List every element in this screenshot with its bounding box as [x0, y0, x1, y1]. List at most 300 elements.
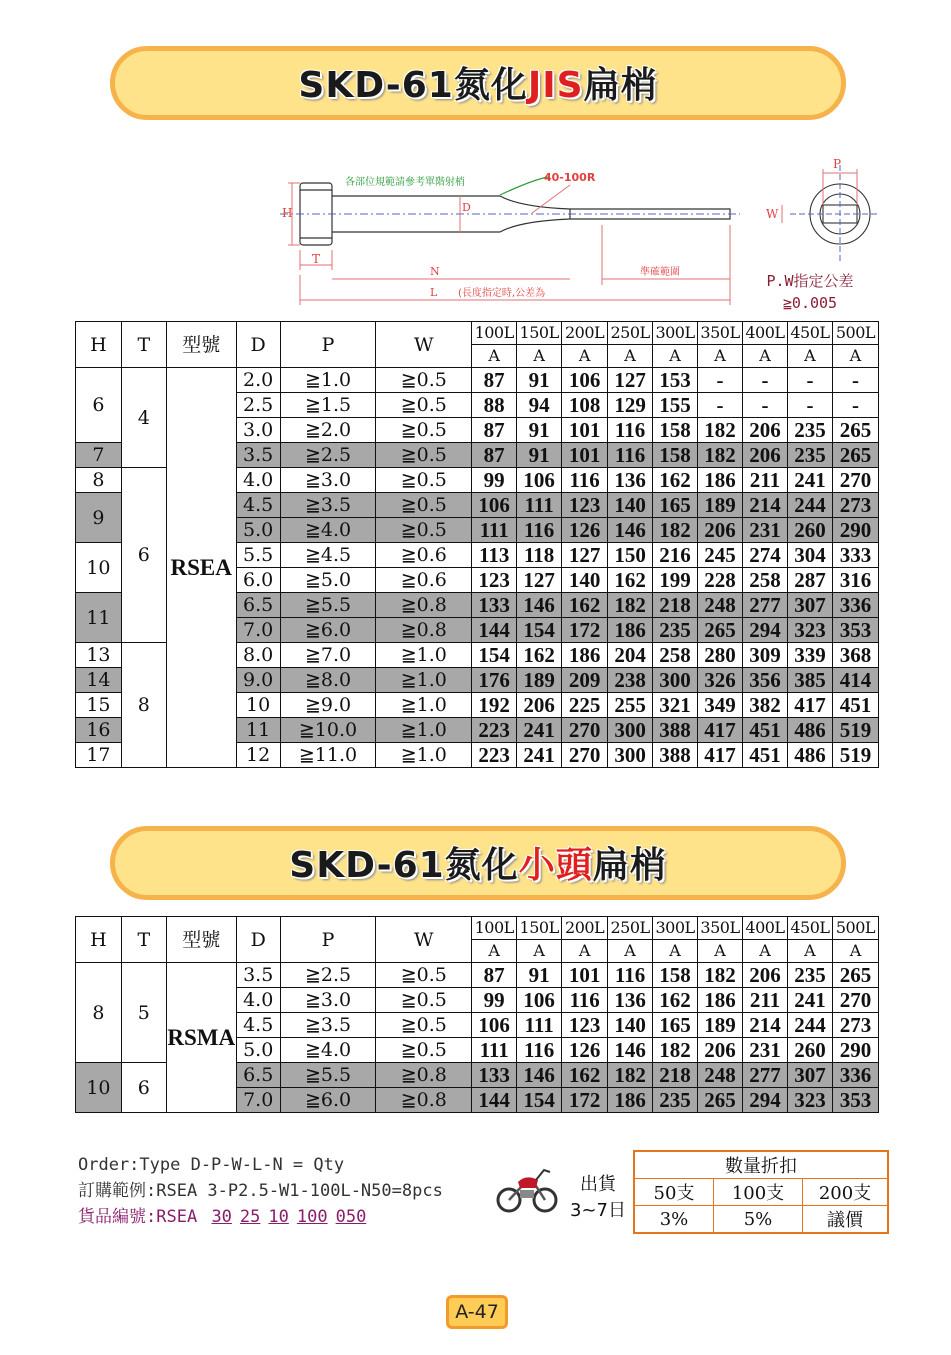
a-value-cell: 300	[608, 718, 653, 743]
a-value-cell: 111	[517, 1013, 562, 1038]
d-cell: 3.5	[236, 443, 280, 468]
w-cell: ≧0.8	[376, 618, 472, 643]
n-dimension-label: N	[430, 265, 440, 278]
a-value-cell: 162	[517, 643, 562, 668]
col-w-header: W	[376, 917, 472, 963]
w-cell: ≧0.8	[376, 593, 472, 618]
a-value-cell: 241	[517, 743, 562, 768]
d-cell: 2.0	[236, 368, 280, 393]
w-cell: ≧0.5	[376, 368, 472, 393]
a-value-cell: 353	[832, 1088, 878, 1113]
w-cell: ≧0.8	[376, 1063, 472, 1088]
h-cell: 7	[76, 443, 122, 468]
w-cell: ≧1.0	[376, 718, 472, 743]
p-cell: ≧11.0	[280, 743, 376, 768]
a-value-cell: 111	[472, 1038, 517, 1063]
length-header: 300L	[653, 917, 698, 940]
length-header: 400L	[742, 322, 787, 345]
t-dimension-label: T	[312, 252, 321, 266]
a-value-cell: 87	[472, 418, 517, 443]
p-dimension-label: P	[833, 157, 842, 171]
a-value-cell: 277	[742, 593, 787, 618]
h-dimension-label: H	[282, 206, 293, 220]
col-t-header: T	[121, 917, 166, 963]
a-value-cell: 451	[832, 693, 878, 718]
a-value-cell: 519	[832, 743, 878, 768]
a-value-cell: 255	[608, 693, 653, 718]
w-cell: ≧0.5	[376, 988, 472, 1013]
a-value-cell: 116	[517, 518, 562, 543]
a-value-cell: 273	[832, 1013, 878, 1038]
a-value-cell: 94	[517, 393, 562, 418]
a-value-cell: 158	[653, 443, 698, 468]
a-value-cell: 356	[742, 668, 787, 693]
col-w-header: W	[376, 322, 472, 368]
a-value-cell: 368	[832, 643, 878, 668]
discount-qty: 100支	[714, 1179, 803, 1206]
a-value-cell: 165	[653, 493, 698, 518]
w-dimension-label: W	[766, 207, 779, 221]
d-dimension-label: D	[462, 201, 471, 214]
w-cell: ≧0.5	[376, 1013, 472, 1038]
a-value-cell: 388	[653, 743, 698, 768]
p-cell: ≧4.0	[280, 1038, 376, 1063]
l-length-note: (長度指定時,公差為	[458, 288, 546, 299]
a-value-cell: 241	[787, 988, 832, 1013]
w-cell: ≧0.5	[376, 493, 472, 518]
rsma-spec-table	[75, 916, 879, 1113]
a-value-cell: 101	[562, 418, 608, 443]
p-cell: ≧6.0	[280, 618, 376, 643]
a-value-cell: 248	[698, 1063, 743, 1088]
a-value-cell: 265	[698, 1088, 743, 1113]
a-value-cell: 106	[517, 468, 562, 493]
a-value-cell: 144	[472, 1088, 517, 1113]
a-value-cell: 228	[698, 568, 743, 593]
w-cell: ≧1.0	[376, 643, 472, 668]
a-value-cell: 140	[608, 1013, 653, 1038]
a-value-cell: 162	[562, 1063, 608, 1088]
a-header: A	[517, 940, 562, 963]
a-value-cell: 270	[832, 988, 878, 1013]
table-header-row	[76, 322, 879, 345]
a-value-cell: 111	[472, 518, 517, 543]
p-cell: ≧10.0	[280, 718, 376, 743]
a-value-cell: 172	[562, 1088, 608, 1113]
a-value-cell: 214	[742, 493, 787, 518]
length-header: 350L	[698, 917, 743, 940]
d-cell: 2.5	[236, 393, 280, 418]
p-cell: ≧5.5	[280, 1063, 376, 1088]
a-value-cell: 106	[472, 493, 517, 518]
w-cell: ≧1.0	[376, 693, 472, 718]
a-value-cell: 176	[472, 668, 517, 693]
a-value-cell: 106	[562, 368, 608, 393]
a-value-cell: 118	[517, 543, 562, 568]
a-value-cell: 126	[562, 518, 608, 543]
a-value-cell: -	[832, 368, 878, 393]
p-cell: ≧7.0	[280, 643, 376, 668]
a-value-cell: 235	[787, 443, 832, 468]
a-value-cell: 116	[608, 963, 653, 988]
a-value-cell: 209	[562, 668, 608, 693]
a-value-cell: 158	[653, 963, 698, 988]
p-cell: ≧9.0	[280, 693, 376, 718]
a-value-cell: 153	[653, 368, 698, 393]
tolerance-note: P.W指定公差 ≧0.005	[766, 272, 854, 312]
a-value-cell: 158	[653, 418, 698, 443]
motorcycle-icon	[496, 1160, 558, 1218]
a-value-cell: 155	[653, 393, 698, 418]
a-value-cell: 300	[608, 743, 653, 768]
a-value-cell: 182	[698, 963, 743, 988]
p-cell: ≧3.0	[280, 988, 376, 1013]
a-value-cell: 206	[743, 963, 788, 988]
model-cell: RSMA	[166, 963, 236, 1113]
a-value-cell: 182	[608, 593, 653, 618]
a-value-cell: 182	[698, 418, 743, 443]
a-value-cell: 211	[743, 988, 788, 1013]
p-cell: ≧3.5	[280, 493, 376, 518]
a-value-cell: 223	[472, 718, 517, 743]
h-cell: 6	[76, 368, 122, 443]
a-value-cell: 101	[562, 963, 608, 988]
a-header: A	[832, 940, 878, 963]
d-cell: 12	[236, 743, 280, 768]
accuracy-range-label: 準確範圍	[640, 267, 680, 278]
a-value-cell: 189	[698, 1013, 743, 1038]
d-cell: 8.0	[236, 643, 280, 668]
a-value-cell: 144	[472, 618, 517, 643]
model-cell: RSEA	[166, 368, 236, 768]
a-value-cell: 140	[562, 568, 608, 593]
a-value-cell: 238	[608, 668, 653, 693]
length-header: 450L	[787, 322, 832, 345]
a-value-cell: 260	[787, 518, 832, 543]
d-cell: 6.0	[236, 568, 280, 593]
section-title: SKD-61氮化小頭扁梢	[289, 845, 667, 886]
a-value-cell: 304	[787, 543, 832, 568]
d-cell: 7.0	[236, 1088, 280, 1113]
a-value-cell: 417	[698, 743, 743, 768]
a-value-cell: 260	[787, 1038, 832, 1063]
a-value-cell: 265	[832, 418, 878, 443]
t-cell: 8	[121, 643, 166, 768]
a-value-cell: 172	[562, 618, 608, 643]
a-value-cell: 162	[653, 468, 698, 493]
a-value-cell: 265	[698, 618, 743, 643]
a-header: A	[742, 345, 787, 368]
a-value-cell: 87	[472, 443, 517, 468]
col-d-header: D	[236, 917, 280, 963]
a-value-cell: 150	[608, 543, 653, 568]
a-header: A	[608, 940, 653, 963]
a-value-cell: 182	[698, 443, 743, 468]
col-p-header: P	[280, 917, 376, 963]
d-cell: 3.0	[236, 418, 280, 443]
a-value-cell: 244	[787, 1013, 832, 1038]
a-value-cell: 225	[562, 693, 608, 718]
a-value-cell: 199	[653, 568, 698, 593]
a-value-cell: 192	[472, 693, 517, 718]
a-header: A	[472, 345, 517, 368]
a-value-cell: 127	[608, 368, 653, 393]
a-value-cell: 274	[742, 543, 787, 568]
a-value-cell: 206	[742, 443, 787, 468]
a-value-cell: 154	[517, 618, 562, 643]
order-format: Order:Type D-P-W-L-N = Qty	[78, 1155, 345, 1175]
a-value-cell: 273	[832, 493, 878, 518]
p-cell: ≧5.0	[280, 568, 376, 593]
length-header: 200L	[562, 322, 608, 345]
a-value-cell: 231	[743, 1038, 788, 1063]
a-value-cell: 280	[698, 643, 743, 668]
a-value-cell: 218	[653, 593, 698, 618]
w-cell: ≧0.5	[376, 1038, 472, 1063]
a-value-cell: 88	[472, 393, 517, 418]
a-value-cell: 133	[472, 1063, 517, 1088]
a-value-cell: 123	[562, 1013, 608, 1038]
length-header: 250L	[608, 322, 653, 345]
w-cell: ≧1.0	[376, 743, 472, 768]
a-value-cell: 451	[742, 743, 787, 768]
rsea-spec-table	[75, 321, 879, 768]
a-value-cell: 116	[517, 1038, 562, 1063]
h-cell: 15	[76, 693, 122, 718]
a-header: A	[562, 940, 608, 963]
section-title: SKD-61氮化JIS扁梢	[298, 65, 658, 106]
a-value-cell: 290	[832, 1038, 878, 1063]
d-cell: 4.5	[236, 493, 280, 518]
a-value-cell: 216	[653, 543, 698, 568]
a-value-cell: 182	[653, 518, 698, 543]
a-value-cell: 388	[653, 718, 698, 743]
a-header: A	[517, 345, 562, 368]
a-value-cell: 417	[698, 718, 743, 743]
w-cell: ≧1.0	[376, 668, 472, 693]
a-value-cell: 206	[698, 1038, 743, 1063]
d-cell: 9.0	[236, 668, 280, 693]
length-header: 150L	[517, 322, 562, 345]
a-value-cell: 300	[653, 668, 698, 693]
a-value-cell: 106	[517, 988, 562, 1013]
a-value-cell: 336	[832, 1063, 878, 1088]
p-cell: ≧6.0	[280, 1088, 376, 1113]
a-value-cell: -	[742, 368, 787, 393]
d-cell: 5.0	[236, 518, 280, 543]
discount-qty: 50支	[634, 1179, 714, 1206]
a-value-cell: 323	[787, 1088, 832, 1113]
order-example: 訂購範例:RSEA 3-P2.5-W1-100L-N50=8pcs	[78, 1181, 443, 1201]
d-cell: 4.5	[236, 1013, 280, 1038]
col-h-header: H	[76, 917, 122, 963]
a-value-cell: 186	[608, 1088, 653, 1113]
w-cell: ≧0.5	[376, 393, 472, 418]
col-d-header: D	[236, 322, 280, 368]
a-value-cell: 258	[653, 643, 698, 668]
a-value-cell: 99	[472, 988, 517, 1013]
col-model-header: 型號	[166, 917, 236, 963]
section-title-banner-small-head	[110, 826, 846, 900]
h-cell: 10	[76, 1063, 122, 1113]
h-cell: 16	[76, 718, 122, 743]
a-value-cell: 333	[832, 543, 878, 568]
a-value-cell: 87	[472, 963, 517, 988]
quantity-discount-table	[633, 1150, 889, 1234]
a-value-cell: 316	[832, 568, 878, 593]
a-value-cell: 116	[608, 443, 653, 468]
a-value-cell: 277	[743, 1063, 788, 1088]
discount-rate: 3%	[634, 1206, 714, 1234]
length-header: 350L	[698, 322, 743, 345]
a-value-cell: -	[698, 368, 743, 393]
a-header: A	[743, 940, 788, 963]
a-value-cell: 223	[472, 743, 517, 768]
a-value-cell: 245	[698, 543, 743, 568]
a-value-cell: 162	[562, 593, 608, 618]
h-cell: 17	[76, 743, 122, 768]
d-cell: 5.0	[236, 1038, 280, 1063]
a-value-cell: 113	[472, 543, 517, 568]
a-header: A	[698, 345, 743, 368]
p-cell: ≧2.5	[280, 443, 376, 468]
a-value-cell: 101	[562, 443, 608, 468]
length-header: 450L	[787, 917, 832, 940]
a-value-cell: 382	[742, 693, 787, 718]
w-cell: ≧0.5	[376, 468, 472, 493]
col-p-header: P	[280, 322, 376, 368]
table-row	[76, 963, 879, 988]
length-header: 500L	[832, 917, 878, 940]
a-value-cell: 108	[562, 393, 608, 418]
a-value-cell: -	[787, 368, 832, 393]
a-value-cell: 87	[472, 368, 517, 393]
a-header: A	[653, 345, 698, 368]
a-value-cell: 127	[562, 543, 608, 568]
a-value-cell: 309	[742, 643, 787, 668]
a-value-cell: 99	[472, 468, 517, 493]
table-row	[76, 368, 879, 393]
length-header: 300L	[653, 322, 698, 345]
a-value-cell: 241	[787, 468, 832, 493]
t-cell: 5	[121, 963, 166, 1063]
a-value-cell: 290	[832, 518, 878, 543]
l-dimension-label: L	[430, 286, 438, 299]
length-header: 400L	[743, 917, 788, 940]
a-value-cell: 307	[787, 1063, 832, 1088]
a-value-cell: 91	[517, 443, 562, 468]
a-value-cell: 235	[787, 963, 832, 988]
h-cell: 10	[76, 543, 122, 593]
a-header: A	[562, 345, 608, 368]
a-value-cell: 270	[562, 743, 608, 768]
w-cell: ≧0.6	[376, 568, 472, 593]
a-header: A	[787, 940, 832, 963]
radius-label: 40-100R	[544, 171, 596, 184]
a-value-cell: 91	[517, 418, 562, 443]
a-value-cell: 91	[517, 963, 562, 988]
t-cell: 6	[121, 1063, 166, 1113]
h-cell: 13	[76, 643, 122, 668]
p-cell: ≧3.5	[280, 1013, 376, 1038]
a-value-cell: 154	[472, 643, 517, 668]
h-cell: 14	[76, 668, 122, 693]
length-header: 150L	[517, 917, 562, 940]
a-value-cell: 91	[517, 368, 562, 393]
a-header: A	[608, 345, 653, 368]
col-h-header: H	[76, 322, 122, 368]
a-header: A	[787, 345, 832, 368]
a-value-cell: 140	[608, 493, 653, 518]
a-value-cell: 417	[787, 693, 832, 718]
a-value-cell: 154	[517, 1088, 562, 1113]
col-model-header: 型號	[166, 322, 236, 368]
t-cell: 6	[121, 468, 166, 643]
a-value-cell: 162	[653, 988, 698, 1013]
a-value-cell: 307	[787, 593, 832, 618]
h-cell: 8	[76, 963, 122, 1063]
a-value-cell: 258	[742, 568, 787, 593]
w-cell: ≧0.5	[376, 443, 472, 468]
a-value-cell: -	[832, 393, 878, 418]
d-cell: 6.5	[236, 1063, 280, 1088]
p-cell: ≧2.5	[280, 963, 376, 988]
a-value-cell: 235	[787, 418, 832, 443]
a-value-cell: 126	[562, 1038, 608, 1063]
p-cell: ≧1.0	[280, 368, 376, 393]
d-cell: 5.5	[236, 543, 280, 568]
a-value-cell: 186	[562, 643, 608, 668]
d-cell: 4.0	[236, 468, 280, 493]
a-value-cell: 106	[472, 1013, 517, 1038]
p-cell: ≧1.5	[280, 393, 376, 418]
a-value-cell: 244	[787, 493, 832, 518]
a-value-cell: 189	[517, 668, 562, 693]
a-value-cell: 204	[608, 643, 653, 668]
a-value-cell: 186	[698, 988, 743, 1013]
a-value-cell: 206	[517, 693, 562, 718]
a-value-cell: 165	[653, 1013, 698, 1038]
d-cell: 6.5	[236, 593, 280, 618]
a-value-cell: 146	[517, 1063, 562, 1088]
shipping-time: 出貨 3~7日	[570, 1174, 626, 1221]
col-t-header: T	[121, 322, 166, 368]
length-header: 100L	[472, 322, 517, 345]
w-cell: ≧0.5	[376, 518, 472, 543]
a-value-cell: 486	[787, 743, 832, 768]
p-cell: ≧4.0	[280, 518, 376, 543]
a-value-cell: 451	[742, 718, 787, 743]
a-value-cell: 146	[517, 593, 562, 618]
table-header-row	[76, 917, 879, 940]
a-value-cell: 294	[742, 618, 787, 643]
a-value-cell: 214	[743, 1013, 788, 1038]
a-value-cell: 339	[787, 643, 832, 668]
a-value-cell: 133	[472, 593, 517, 618]
w-cell: ≧0.5	[376, 418, 472, 443]
a-value-cell: 294	[743, 1088, 788, 1113]
h-cell: 9	[76, 493, 122, 543]
length-header: 250L	[608, 917, 653, 940]
a-header: A	[698, 940, 743, 963]
t-cell: 4	[121, 368, 166, 468]
a-value-cell: -	[787, 393, 832, 418]
a-value-cell: 349	[698, 693, 743, 718]
p-cell: ≧4.5	[280, 543, 376, 568]
d-cell: 3.5	[236, 963, 280, 988]
a-value-cell: 123	[472, 568, 517, 593]
a-header: A	[472, 940, 517, 963]
